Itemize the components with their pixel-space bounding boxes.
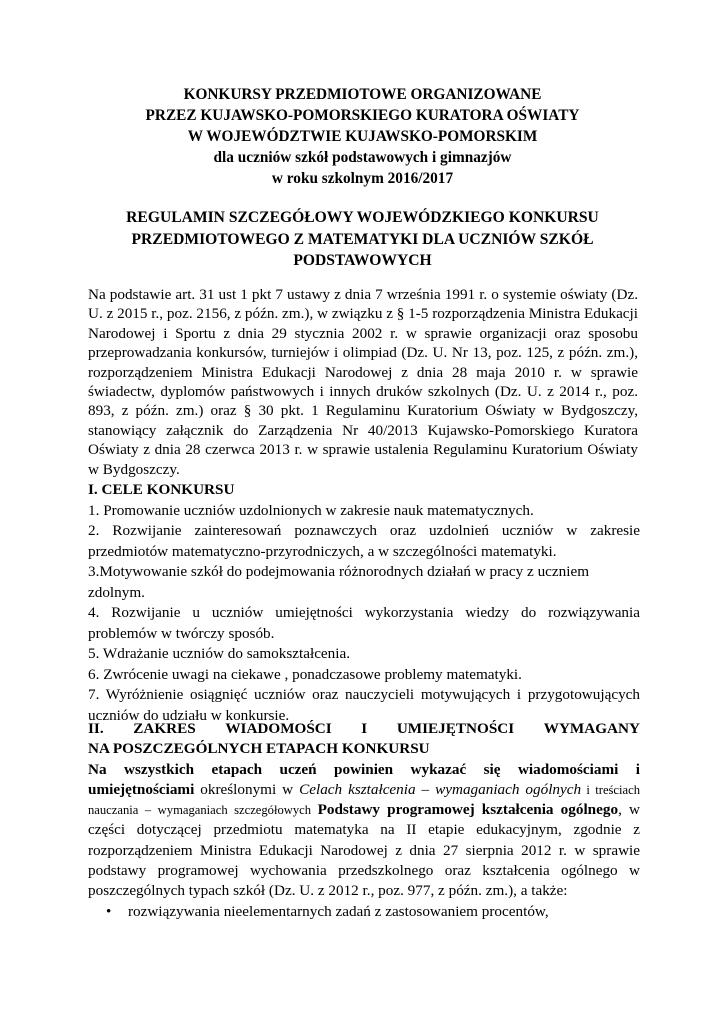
- section-heading: [88, 719, 640, 739]
- heading-word: I: [361, 720, 368, 737]
- heading-word: II.: [88, 720, 104, 737]
- header-line: PRZEZ KUJAWSKO-POMORSKIEGO KURATORA OŚWIATY: [145, 107, 580, 124]
- small-run: i treściach nauczania – wymaganiach szczegółowych: [88, 782, 640, 818]
- section-goals: [88, 480, 640, 726]
- section-heading: I. CELE KONKURSU: [88, 481, 235, 498]
- goal-item: 7. Wyróżnienie osiągnięć uczniów oraz nauczycieli motywujących i przygotowujących uczniów do udziału w konkursie.: [88, 686, 640, 724]
- legal-basis-paragraph: Na podstawie art. 31 ust 1 pkt 7 ustawy z dnia 7 września 1991 r. o systemie oświaty (Dz. U. z 2015 r., poz. 2156, z późn. zm.), w związku z § 1-5 rozporządzenia Ministra Edukacji Narodowej i Sportu z dnia 29 stycznia 2002 r. w sprawie organizacji oraz sposobu przeprowadzania konkursów, turniejów i olimpiad (Dz. U. Nr 13, poz. 125, z późn. zm.), rozporządzeniem Ministra Edukacji Narodowej z dnia 28 maja 2010 r. w sprawie świadectw, dyplomów państwowych i innych druków szkolnych (Dz. U. z 2014 r., poz. 893, z późn. zm.) oraz § 30 pkt. 1 Regulaminu Kuratorium Oświaty w Bydgoszczy, stanowiący załącznik do Zarządzenia Nr 40/2013 Kujawsko-Pomorskiego Kuratora Oświaty z dnia 28 czerwca 2013 r. w sprawie ustalenia Regulaminu Kuratorium Oświaty w Bydgoszczy.: [88, 286, 638, 478]
- header-line: dla uczniów szkół podstawowych i gimnazjów: [213, 149, 512, 166]
- heading-word: UMIEJĘTNOŚCI: [396, 720, 515, 737]
- italic-run: Celach kształcenia – wymaganiach ogólnych: [299, 780, 582, 798]
- heading-word: WYMAGANY: [543, 720, 640, 737]
- list-item: [106, 902, 640, 922]
- header-line: KONKURSY PRZEDMIOTOWE ORGANIZOWANE: [183, 86, 542, 103]
- text-run: określonymi w: [200, 780, 300, 798]
- title-line: PRZEDMIOTOWEGO Z MATEMATYKI DLA UCZNIÓW SZKÓŁ: [131, 230, 594, 248]
- regulation-title: [60, 207, 665, 272]
- goal-item: 6. Zwrócenie uwagi na ciekawe , ponadczasowe problemy matematyki.: [88, 665, 522, 683]
- text-run: , w części dotyczącej przedmiotu matematyka na II etapie edukacyjnym, zgodnie z rozporządzeniem Ministra Edukacji Narodowej z dnia 27 sierpnia 2012 r. w sprawie podstawy programowej wychowania przedszkolnego oraz kształcenia ogólnego w poszczególnych typach szkół (Dz. U. z 2012 r., poz. 977, z późn. zm.), a także:: [88, 801, 640, 900]
- section-scope: [88, 719, 640, 922]
- goal-item: 2. Rozwijanie zainteresowań poznawczych oraz uzdolnień uczniów w zakresie przedmiotów matematyczno-przyrodniczych, a w szczególności matematyki.: [88, 522, 640, 560]
- bullet-icon: •: [106, 902, 112, 920]
- bold-lead: Na wszystkich etapach uczeń powinien wykazać się wiadomościami i umiejętnościami: [88, 760, 640, 798]
- heading-word: ZAKRES: [133, 720, 196, 737]
- heading-word: WIADOMOŚCI: [225, 720, 332, 737]
- header-line: w roku szkolnym 2016/2017: [271, 170, 454, 187]
- title-line: REGULAMIN SZCZEGÓŁOWY WOJEWÓDZKIEGO KONKURSU: [126, 209, 599, 226]
- section-heading-line: NA POSZCZEGÓLNYCH ETAPACH KONKURSU: [88, 740, 430, 758]
- title-line: PODSTAWOWYCH: [293, 252, 432, 269]
- header-line: W WOJEWÓDZTWIE KUJAWSKO-POMORSKIM: [187, 128, 538, 145]
- document-header: [60, 84, 665, 189]
- goal-item: 3.Motywowanie szkół do podejmowania różnorodnych działań w pracy z uczniem zdolnym.: [88, 563, 590, 601]
- bold-run: Podstawy programowej kształcenia ogólnego: [317, 801, 619, 819]
- goal-item: 5. Wdrażanie uczniów do samokształcenia.: [88, 645, 351, 662]
- list-item-text: rozwiązywania nieelementarnych zadań z zastosowaniem procentów,: [128, 902, 549, 920]
- goal-item: 1. Promowanie uczniów uzdolnionych w zakresie nauk matematycznych.: [88, 501, 534, 519]
- goal-item: 4. Rozwijanie u uczniów umiejętności wykorzystania wiedzy do rozwiązywania problemów w twórczy sposób.: [88, 604, 640, 642]
- scope-paragraph: [88, 760, 640, 902]
